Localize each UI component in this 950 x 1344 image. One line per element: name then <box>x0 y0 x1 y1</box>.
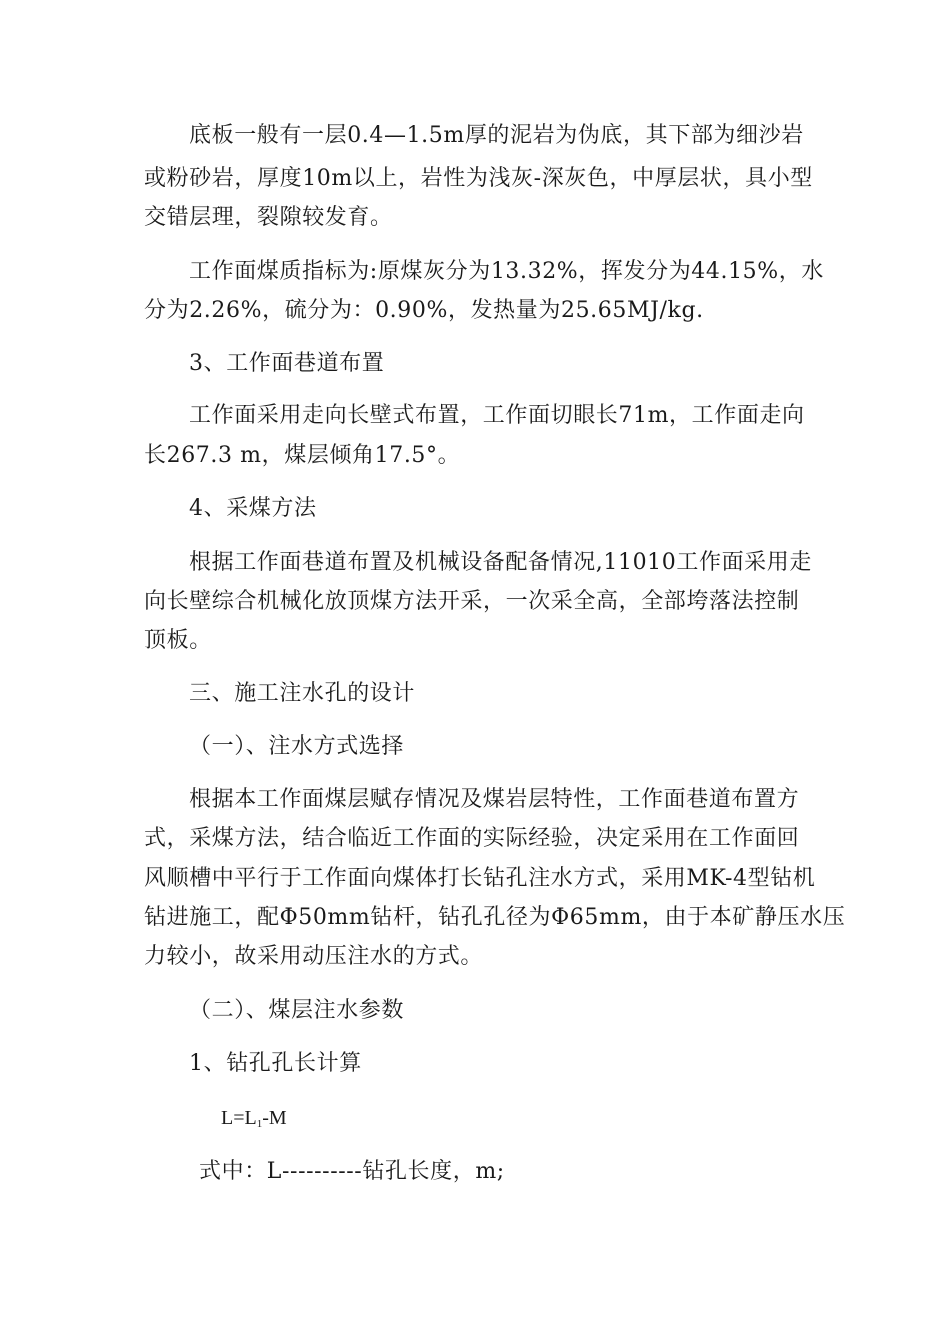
paragraph-line: 顶板。 <box>144 628 212 653</box>
paragraph-line: 根据工作面巷道布置及机械设备配备情况,11010工作面采用走 <box>189 550 812 575</box>
formula-definition: 式中：L----------钻孔长度，m; <box>199 1159 505 1184</box>
paragraph-line: 工作面采用走向长壁式布置，工作面切眼长71m，工作面走向 <box>189 403 805 428</box>
section-heading: 4、采煤方法 <box>189 496 317 521</box>
subsection-heading: （一）、注水方式选择 <box>189 734 405 759</box>
chapter-heading: 三、施工注水孔的设计 <box>189 681 416 706</box>
paragraph-line: 根据本工作面煤层赋存情况及煤岩层特性，工作面巷道布置方 <box>189 787 800 812</box>
paragraph-line: 向长壁综合机械化放顶煤方法开采，一次采全高，全部垮落法控制 <box>144 589 800 614</box>
formula-rhs: -M <box>262 1107 287 1129</box>
paragraph-line: 钻进施工，配Φ50mm钻杆，钻孔孔径为Φ65mm，由于本矿静压水压 <box>144 905 846 930</box>
subsection-heading: （二）、煤层注水参数 <box>189 998 405 1023</box>
formula-subscript: 1 <box>256 1118 263 1130</box>
paragraph-line: 力较小，故采用动压注水的方式。 <box>144 944 484 969</box>
paragraph-line: 分为2.26%，硫分为：0.90%，发热量为25.65MJ/kg. <box>144 298 704 323</box>
formula <box>221 1105 287 1137</box>
paragraph-line: 风顺槽中平行于工作面向煤体打长钻孔注水方式，采用MK-4型钻机 <box>144 866 816 891</box>
formula-lhs: L=L <box>221 1107 257 1129</box>
paragraph-line: 工作面煤质指标为:原煤灰分为13.32%，挥发分为44.15%，水 <box>189 259 824 284</box>
paragraph-line: 底板一般有一层0.4—1.5m厚的泥岩为伪底，其下部为细沙岩 <box>189 123 804 148</box>
section-heading: 1、钻孔孔长计算 <box>189 1051 362 1076</box>
section-heading: 3、工作面巷道布置 <box>189 351 385 376</box>
paragraph-line: 长267.3 m，煤层倾角17.5°。 <box>144 443 461 468</box>
paragraph-line: 或粉砂岩，厚度10m以上，岩性为浅灰-深灰色，中厚层状，具小型 <box>144 166 813 191</box>
paragraph-line: 式，采煤方法，结合临近工作面的实际经验，决定采用在工作面回 <box>144 826 800 851</box>
paragraph-line: 交错层理，裂隙较发育。 <box>144 205 393 230</box>
